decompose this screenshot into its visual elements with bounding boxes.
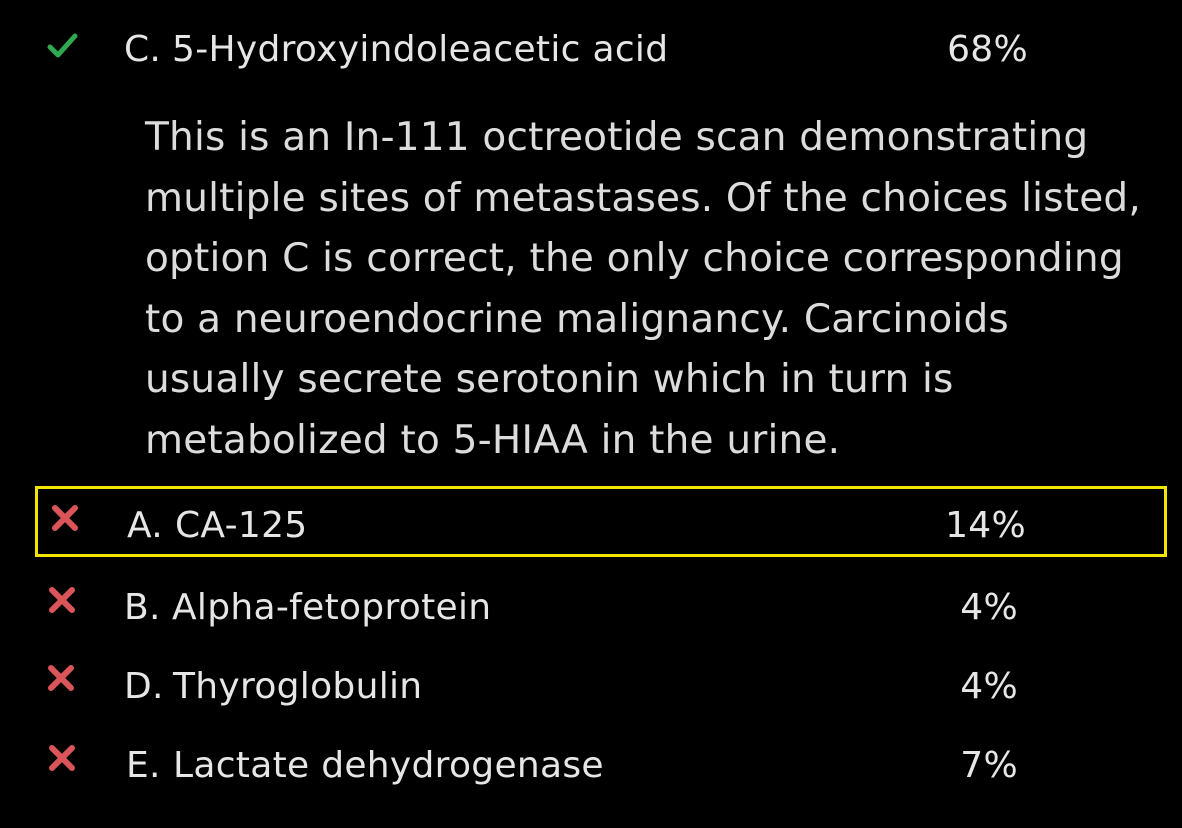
answer-label: CA-125 (175, 505, 308, 546)
answer-letter: B. (124, 587, 161, 628)
answer-percent: 14% (945, 505, 1026, 546)
answer-label: Alpha-fetoprotein (172, 587, 492, 628)
x-icon (47, 500, 83, 536)
answer-letter: C. (124, 29, 162, 70)
answer-letter: A. (127, 505, 164, 546)
answer-letter: E. (126, 745, 161, 786)
x-icon (44, 582, 80, 618)
answer-row-d[interactable] (0, 660, 1182, 730)
answer-row-a[interactable] (0, 496, 1182, 566)
answer-row-b[interactable] (0, 580, 1182, 650)
check-icon (44, 28, 80, 64)
answer-letter: D. (124, 666, 164, 707)
answer-percent: 7% (960, 745, 1018, 786)
x-icon (44, 740, 80, 776)
answer-row-e[interactable] (0, 738, 1182, 808)
x-icon (43, 660, 79, 696)
answer-explanation: This is an In-111 octreotide scan demonstrating multiple sites of metastases. Of the choices listed, option C is correct, the only choice corresponding to a neuroendocrine malignancy. Carcinoids usually secrete serotonin which in turn is metabolized to 5-HIAA in the urine. (145, 115, 1141, 463)
answer-label: Lactate dehydrogenase (173, 745, 604, 786)
answer-percent: 68% (947, 29, 1028, 70)
answer-label: 5-Hydroxyindoleacetic acid (172, 29, 669, 70)
answer-percent: 4% (960, 587, 1018, 628)
answer-percent: 4% (960, 666, 1018, 707)
answer-label: Thyroglobulin (173, 666, 423, 707)
answer-row-c[interactable] (0, 24, 1182, 94)
